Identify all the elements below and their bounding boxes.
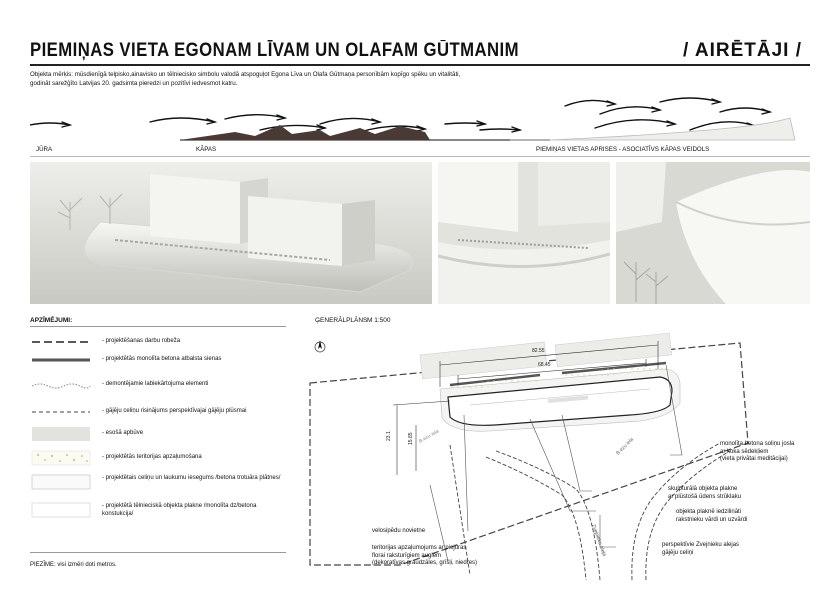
legend-text: - gājēju celiņu risinājums perspektīvajai gājēju plūsmai — [102, 408, 247, 414]
callout-engraved-names: objekta plaknē iedzilināti rakstnieku vārdi un uzvārdi — [676, 509, 748, 523]
legend-row-wall — [30, 352, 286, 368]
legend-text: - projektētās teritorijas apzaļumošana — [102, 454, 202, 460]
white-swatch-icon — [30, 502, 92, 518]
render-detail-right — [616, 162, 810, 304]
memorial-silhouette — [550, 118, 795, 140]
legend-row-boundary — [30, 334, 286, 350]
legend-rule-top — [30, 326, 286, 327]
legend-note: PIEZĪME: visi izmēri doti metros. — [30, 562, 117, 568]
legend-row-paving — [30, 474, 286, 496]
legend-text: - esošā apbūve — [102, 430, 144, 436]
legend-row-existing — [30, 426, 286, 442]
legend-text: - projektēšanas darbu robeža — [102, 338, 181, 344]
green-dot-swatch-icon — [30, 450, 92, 466]
thick-wall-line-icon — [30, 352, 92, 368]
outline-swatch-icon — [30, 474, 92, 490]
legend-text: - projektētā tēlnieciskā objekta plakne /monolīta dz/betona konstukcija/ — [102, 503, 257, 517]
dotted-removal-icon — [30, 377, 92, 393]
project-description: Objekta mērķis: mūsdienīgā telpisko,ainavisko un tēlniecisko simbolu valodā atspoguļot Egona Līva un Olafa Gūtmaņa personībām kopīgo spēku un vitalitāti, godināt sarežģīto Latvijas 20. gadsimta pieredzi un pozitīvi iedvesmot katru. — [30, 71, 461, 87]
legend-text: - projektētās monolīta betona atbalsta sienas — [102, 356, 222, 362]
callout-bench-strip: monolīta betona soliņu josla ar koka sēdekļiem (vieta privātai meditācijai) — [720, 441, 795, 462]
strip-label-dunes: KĀPAS — [196, 146, 217, 153]
page-title: PIEMIŅAS VIETA EGONAM LĪVAM UN OLAFAM GŪTMANIM — [30, 40, 520, 61]
street-label: B.ezu iela — [615, 436, 635, 457]
dim-15-85: 15.85 — [408, 432, 414, 445]
legend-text: - demontējamie labiekārtojuma elementi — [102, 381, 209, 387]
strip-label-memorial: PIEMIŅAS VIETAS APRISES - ASOCIATĪVS KĀPAS VEIDOLS — [536, 146, 710, 153]
legend-row-removal — [30, 377, 286, 393]
street-label: B.ezu iela — [418, 428, 441, 445]
legend-title: APZĪMĒJUMI: — [30, 317, 73, 324]
street-label: Zvejnieku aleja — [590, 523, 608, 558]
small-dash-path-icon — [30, 404, 92, 420]
project-tagline: / AIRĒTĀJI / — [683, 40, 802, 61]
callout-sculpture-fountain: skulpturālā objekta plakne ar plūstošā ūdens strūklaku — [668, 486, 742, 500]
dim-68-45: 68.45 — [538, 362, 551, 368]
callout-bike-parking: velosipēdu novietne — [372, 528, 426, 534]
callout-coastal-greenery: teritorijas apzaļumojums ar piejūras florai raksturīgiem augiem (dekoratīvas graudzāles, grīšļi, niedres) — [372, 545, 478, 566]
legend-row-greenery — [30, 450, 286, 466]
callout-perspective-paths: perspektīvie Zvejnieku alejas gājēju celiņi — [662, 542, 740, 556]
legend-row-paths — [30, 404, 286, 420]
plan-title: ĢENERĀLPLĀNS — [315, 317, 368, 324]
dashed-boundary-icon — [30, 334, 92, 350]
grey-fill-swatch-icon — [30, 426, 92, 442]
render-detail-left — [438, 162, 610, 304]
plan-scale: M 1:500 — [367, 317, 391, 324]
legend-rule-bottom — [30, 552, 286, 553]
legend-row-sculpture — [30, 502, 286, 524]
dim-23-1: 23.1 — [386, 431, 392, 441]
legend-text: - projektētais celiņu un laukumu iesegums /betona trotuāra plātnes/ — [102, 475, 281, 481]
dim-82-55: 82.55 — [532, 348, 545, 354]
north-arrow-icon — [315, 340, 325, 352]
title-rule — [30, 64, 810, 66]
dune-silhouette — [180, 125, 430, 140]
strip-label-sea: JŪRA — [36, 146, 53, 153]
render-main — [30, 162, 432, 304]
strip-baseline — [30, 156, 810, 157]
